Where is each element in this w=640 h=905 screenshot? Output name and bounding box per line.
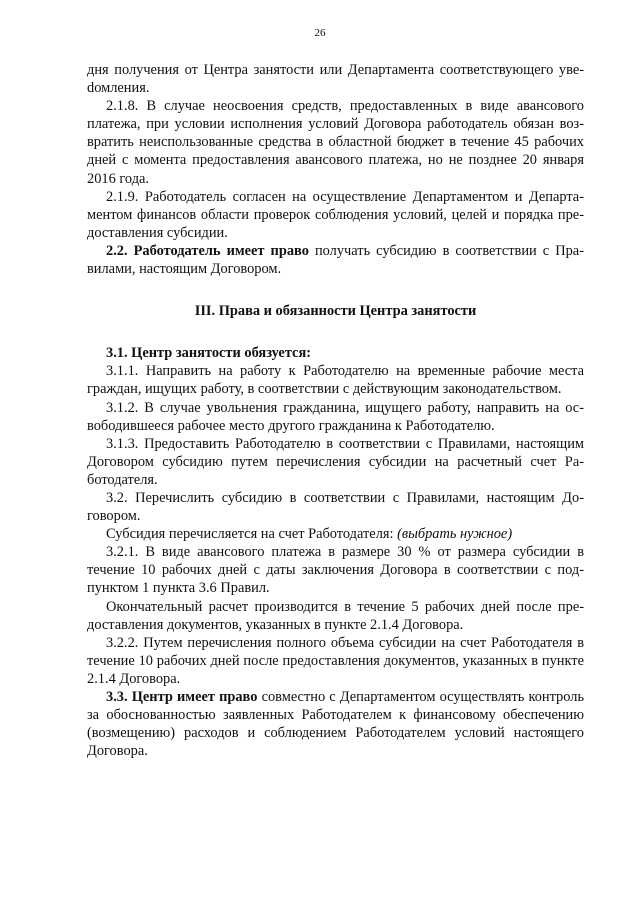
paragraph-3-3-text: совместно с Департаментом осуществлять контроль за обоснованностью заявленных Работодателем к финансовому обеспечению (возмещению) расходов и соблюдением Работодателем условий настоящего Договора. xyxy=(87,689,585,760)
paragraph-3-1-3: 3.1.3. Предоставить Работодателю в соответствии с Правилами, настоящим Договором субсидию путем перечисления субсидии на расчетный счет Работодателя. xyxy=(87,435,584,488)
paragraph-continuation: дня получения от Центра занятости или Департамента соответствующего увеdомления. xyxy=(87,62,584,97)
paragraph-3-2-2: 3.2.2. Путем перечисления полного объема субсидии на счет Работодателя в течение 10 рабочих дней после предоставления документов, указанных в пункте 2.1.4 Договора. xyxy=(87,634,584,687)
paragraph-2-1-9: 2.1.9. Работодатель согласен на осуществление Департаментом и Департаментом финансов области проверок соблюдения условий, целей и порядка предоставления субсидии. xyxy=(87,188,584,241)
paragraph-3-2-1: 3.2.1. В виде авансового платежа в размере 30 % от размера субсидии в течение 10 рабочих дней с даты заключения Договора в соответствии с подпунктом 1 пункта 3.6 Правил. xyxy=(87,544,584,597)
paragraph-2-1-8: 2.1.8. В случае неосвоения средств, предоставленных в виде авансового платежа, при условии исполнения условий Договора работодатель обязан возвратить неиспользованные средства в областной бюджет в течение 45 рабочих дней с момента предоставления авансового платежа, но не позднее 20 января 2016 года. xyxy=(87,98,584,187)
section-heading: III. Права и обязанности Центра занятости xyxy=(194,303,477,320)
paragraph-3-1 xyxy=(87,344,584,362)
paragraph-final-settlement: Окончательный расчет производится в течение 5 рабочих дней после предоставления документов, указанных в пункте 2.1.4 Договора. xyxy=(87,598,584,633)
paragraph-2-2 xyxy=(87,242,584,278)
paragraph-3-1-1: 3.1.1. Направить на работу к Работодателю на временные рабочие места граждан, ищущих работу, в соответствии с действующим законодательством. xyxy=(87,363,584,398)
paragraph-2-2-text: получать субсидию в соответствии с Правилами, настоящим Договором. xyxy=(87,242,584,278)
paragraph-subsidy-account-text: Субсидия перечисляется на счет Работодателя: xyxy=(106,526,398,543)
paragraph-3-1-2: 3.1.2. В случае увольнения гражданина, ищущего работу, направить на освободившееся рабочее место другого гражданина к Работодателю. xyxy=(87,399,584,434)
document-body xyxy=(87,61,584,760)
paragraph-3-3 xyxy=(87,688,584,760)
paragraph-2-2-lead: 2.2. Работодатель имеет право xyxy=(106,242,309,259)
paragraph-3-3-lead: 3.3. Центр имеет право xyxy=(106,689,258,705)
paragraph-subsidy-account-note: (выбрать нужное) xyxy=(397,526,513,543)
paragraph-3-2: 3.2. Перечислить субсидию в соответствии с Правилами, настоящим Договором. xyxy=(87,489,584,525)
paragraph-3-1-lead: 3.1. Центр занятости обязуется: xyxy=(106,345,312,362)
paragraph-subsidy-account xyxy=(87,525,584,543)
page-number: 26 xyxy=(314,27,326,39)
